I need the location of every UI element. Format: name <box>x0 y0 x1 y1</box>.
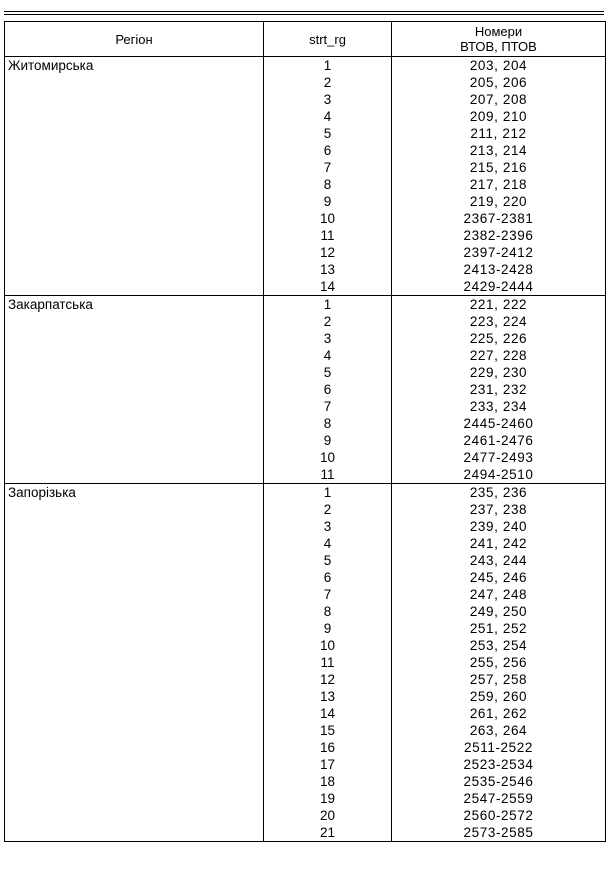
strt-rg-cell: 1 <box>264 484 392 502</box>
region-cell <box>5 261 264 278</box>
strt-rg-cell: 6 <box>264 142 392 159</box>
region-name: Житомирська <box>5 57 264 75</box>
region-cell <box>5 518 264 535</box>
table-row <box>5 398 606 415</box>
strt-rg-cell: 4 <box>264 347 392 364</box>
numbers-cell: 239, 240 <box>392 518 606 535</box>
table-row <box>5 824 606 842</box>
region-cell <box>5 535 264 552</box>
region-cell <box>5 756 264 773</box>
region-cell <box>5 449 264 466</box>
numbers-cell: 249, 250 <box>392 603 606 620</box>
strt-rg-cell: 5 <box>264 364 392 381</box>
strt-rg-cell: 14 <box>264 278 392 296</box>
region-cell <box>5 244 264 261</box>
numbers-cell: 2511-2522 <box>392 739 606 756</box>
table-row <box>5 227 606 244</box>
strt-rg-cell: 10 <box>264 637 392 654</box>
region-cell <box>5 227 264 244</box>
strt-rg-cell: 11 <box>264 227 392 244</box>
strt-rg-cell: 17 <box>264 756 392 773</box>
strt-rg-cell: 9 <box>264 620 392 637</box>
header-region: Регіон <box>5 22 264 57</box>
region-cell <box>5 142 264 159</box>
table-row <box>5 415 606 432</box>
table-row <box>5 620 606 637</box>
table-row <box>5 603 606 620</box>
header-numbers-line2: ВТОВ, ПТОВ <box>460 39 537 54</box>
region-cell <box>5 501 264 518</box>
table-row <box>5 347 606 364</box>
strt-rg-cell: 16 <box>264 739 392 756</box>
table-row <box>5 484 606 502</box>
strt-rg-cell: 10 <box>264 210 392 227</box>
region-cell <box>5 125 264 142</box>
numbers-cell: 211, 212 <box>392 125 606 142</box>
table-row <box>5 466 606 484</box>
header-row <box>5 22 606 57</box>
numbers-cell: 241, 242 <box>392 535 606 552</box>
region-numbers-table <box>4 21 606 842</box>
table-row <box>5 108 606 125</box>
strt-rg-cell: 3 <box>264 330 392 347</box>
region-cell <box>5 671 264 688</box>
strt-rg-cell: 18 <box>264 773 392 790</box>
strt-rg-cell: 12 <box>264 671 392 688</box>
numbers-cell: 203, 204 <box>392 57 606 75</box>
table-row <box>5 278 606 296</box>
strt-rg-cell: 6 <box>264 569 392 586</box>
strt-rg-cell: 8 <box>264 415 392 432</box>
region-cell <box>5 159 264 176</box>
region-cell <box>5 330 264 347</box>
header-strt-rg: strt_rg <box>264 22 392 57</box>
table-row <box>5 296 606 314</box>
table-row <box>5 244 606 261</box>
region-cell <box>5 466 264 484</box>
region-cell <box>5 176 264 193</box>
strt-rg-cell: 8 <box>264 603 392 620</box>
numbers-cell: 261, 262 <box>392 705 606 722</box>
numbers-cell: 2397-2412 <box>392 244 606 261</box>
table-header <box>5 22 606 57</box>
numbers-cell: 259, 260 <box>392 688 606 705</box>
table-row <box>5 518 606 535</box>
table-row <box>5 654 606 671</box>
strt-rg-cell: 9 <box>264 432 392 449</box>
table-row <box>5 381 606 398</box>
numbers-cell: 2413-2428 <box>392 261 606 278</box>
numbers-cell: 231, 232 <box>392 381 606 398</box>
numbers-cell: 253, 254 <box>392 637 606 654</box>
table-row <box>5 688 606 705</box>
table-row <box>5 159 606 176</box>
table-row <box>5 193 606 210</box>
numbers-cell: 245, 246 <box>392 569 606 586</box>
top-double-rule <box>4 11 604 15</box>
strt-rg-cell: 2 <box>264 74 392 91</box>
numbers-cell: 2461-2476 <box>392 432 606 449</box>
table-row <box>5 432 606 449</box>
strt-rg-cell: 20 <box>264 807 392 824</box>
region-cell <box>5 790 264 807</box>
table-row <box>5 739 606 756</box>
strt-rg-cell: 11 <box>264 654 392 671</box>
region-name: Запорізька <box>5 484 264 502</box>
numbers-cell: 237, 238 <box>392 501 606 518</box>
strt-rg-cell: 10 <box>264 449 392 466</box>
strt-rg-cell: 7 <box>264 586 392 603</box>
region-cell <box>5 586 264 603</box>
region-cell <box>5 193 264 210</box>
table-row <box>5 535 606 552</box>
table-row <box>5 756 606 773</box>
region-cell <box>5 552 264 569</box>
numbers-cell: 2535-2546 <box>392 773 606 790</box>
table-row <box>5 330 606 347</box>
table-row <box>5 552 606 569</box>
table-row <box>5 790 606 807</box>
strt-rg-cell: 4 <box>264 535 392 552</box>
table-row <box>5 586 606 603</box>
numbers-cell: 227, 228 <box>392 347 606 364</box>
region-cell <box>5 347 264 364</box>
region-cell <box>5 432 264 449</box>
region-cell <box>5 603 264 620</box>
header-numbers <box>392 22 606 57</box>
numbers-cell: 2523-2534 <box>392 756 606 773</box>
region-cell <box>5 773 264 790</box>
numbers-cell: 235, 236 <box>392 484 606 502</box>
numbers-cell: 223, 224 <box>392 313 606 330</box>
region-cell <box>5 91 264 108</box>
region-cell <box>5 415 264 432</box>
region-cell <box>5 824 264 842</box>
region-cell <box>5 620 264 637</box>
table-row <box>5 125 606 142</box>
strt-rg-cell: 5 <box>264 125 392 142</box>
numbers-cell: 2547-2559 <box>392 790 606 807</box>
numbers-cell: 2367-2381 <box>392 210 606 227</box>
table-row <box>5 313 606 330</box>
strt-rg-cell: 21 <box>264 824 392 842</box>
numbers-cell: 219, 220 <box>392 193 606 210</box>
table-row <box>5 705 606 722</box>
strt-rg-cell: 5 <box>264 552 392 569</box>
strt-rg-cell: 8 <box>264 176 392 193</box>
strt-rg-cell: 7 <box>264 159 392 176</box>
strt-rg-cell: 3 <box>264 91 392 108</box>
region-cell <box>5 705 264 722</box>
strt-rg-cell: 2 <box>264 313 392 330</box>
region-cell <box>5 108 264 125</box>
region-cell <box>5 210 264 227</box>
table-row <box>5 91 606 108</box>
numbers-cell: 229, 230 <box>392 364 606 381</box>
region-cell <box>5 688 264 705</box>
table-row <box>5 569 606 586</box>
numbers-cell: 215, 216 <box>392 159 606 176</box>
region-cell <box>5 74 264 91</box>
numbers-cell: 213, 214 <box>392 142 606 159</box>
table-row <box>5 364 606 381</box>
numbers-cell: 225, 226 <box>392 330 606 347</box>
numbers-cell: 251, 252 <box>392 620 606 637</box>
table-body <box>5 57 606 842</box>
numbers-cell: 233, 234 <box>392 398 606 415</box>
region-cell <box>5 278 264 296</box>
numbers-cell: 257, 258 <box>392 671 606 688</box>
numbers-cell: 221, 222 <box>392 296 606 314</box>
region-cell <box>5 381 264 398</box>
numbers-cell: 205, 206 <box>392 74 606 91</box>
numbers-cell: 255, 256 <box>392 654 606 671</box>
region-cell <box>5 637 264 654</box>
table-row <box>5 142 606 159</box>
numbers-cell: 2573-2585 <box>392 824 606 842</box>
region-cell <box>5 313 264 330</box>
region-name: Закарпатська <box>5 296 264 314</box>
numbers-cell: 2560-2572 <box>392 807 606 824</box>
table-row <box>5 671 606 688</box>
region-cell <box>5 722 264 739</box>
strt-rg-cell: 1 <box>264 296 392 314</box>
region-cell <box>5 398 264 415</box>
numbers-cell: 217, 218 <box>392 176 606 193</box>
region-cell <box>5 739 264 756</box>
strt-rg-cell: 9 <box>264 193 392 210</box>
strt-rg-cell: 13 <box>264 688 392 705</box>
strt-rg-cell: 2 <box>264 501 392 518</box>
numbers-cell: 2429-2444 <box>392 278 606 296</box>
numbers-cell: 2445-2460 <box>392 415 606 432</box>
numbers-cell: 207, 208 <box>392 91 606 108</box>
table-row <box>5 210 606 227</box>
region-cell <box>5 654 264 671</box>
table-row <box>5 501 606 518</box>
strt-rg-cell: 1 <box>264 57 392 75</box>
strt-rg-cell: 3 <box>264 518 392 535</box>
strt-rg-cell: 13 <box>264 261 392 278</box>
strt-rg-cell: 6 <box>264 381 392 398</box>
numbers-cell: 209, 210 <box>392 108 606 125</box>
table-row <box>5 261 606 278</box>
table-row <box>5 722 606 739</box>
table-row <box>5 773 606 790</box>
strt-rg-cell: 7 <box>264 398 392 415</box>
numbers-cell: 263, 264 <box>392 722 606 739</box>
strt-rg-cell: 15 <box>264 722 392 739</box>
table-row <box>5 449 606 466</box>
strt-rg-cell: 19 <box>264 790 392 807</box>
header-numbers-line1: Номери <box>474 24 523 39</box>
region-cell <box>5 807 264 824</box>
table-row <box>5 807 606 824</box>
numbers-cell: 243, 244 <box>392 552 606 569</box>
table-row <box>5 57 606 75</box>
table-row <box>5 637 606 654</box>
numbers-cell: 2494-2510 <box>392 466 606 484</box>
numbers-cell: 2477-2493 <box>392 449 606 466</box>
strt-rg-cell: 12 <box>264 244 392 261</box>
table-row <box>5 74 606 91</box>
strt-rg-cell: 14 <box>264 705 392 722</box>
region-cell <box>5 569 264 586</box>
table-row <box>5 176 606 193</box>
numbers-cell: 247, 248 <box>392 586 606 603</box>
strt-rg-cell: 4 <box>264 108 392 125</box>
numbers-cell: 2382-2396 <box>392 227 606 244</box>
strt-rg-cell: 11 <box>264 466 392 484</box>
region-cell <box>5 364 264 381</box>
